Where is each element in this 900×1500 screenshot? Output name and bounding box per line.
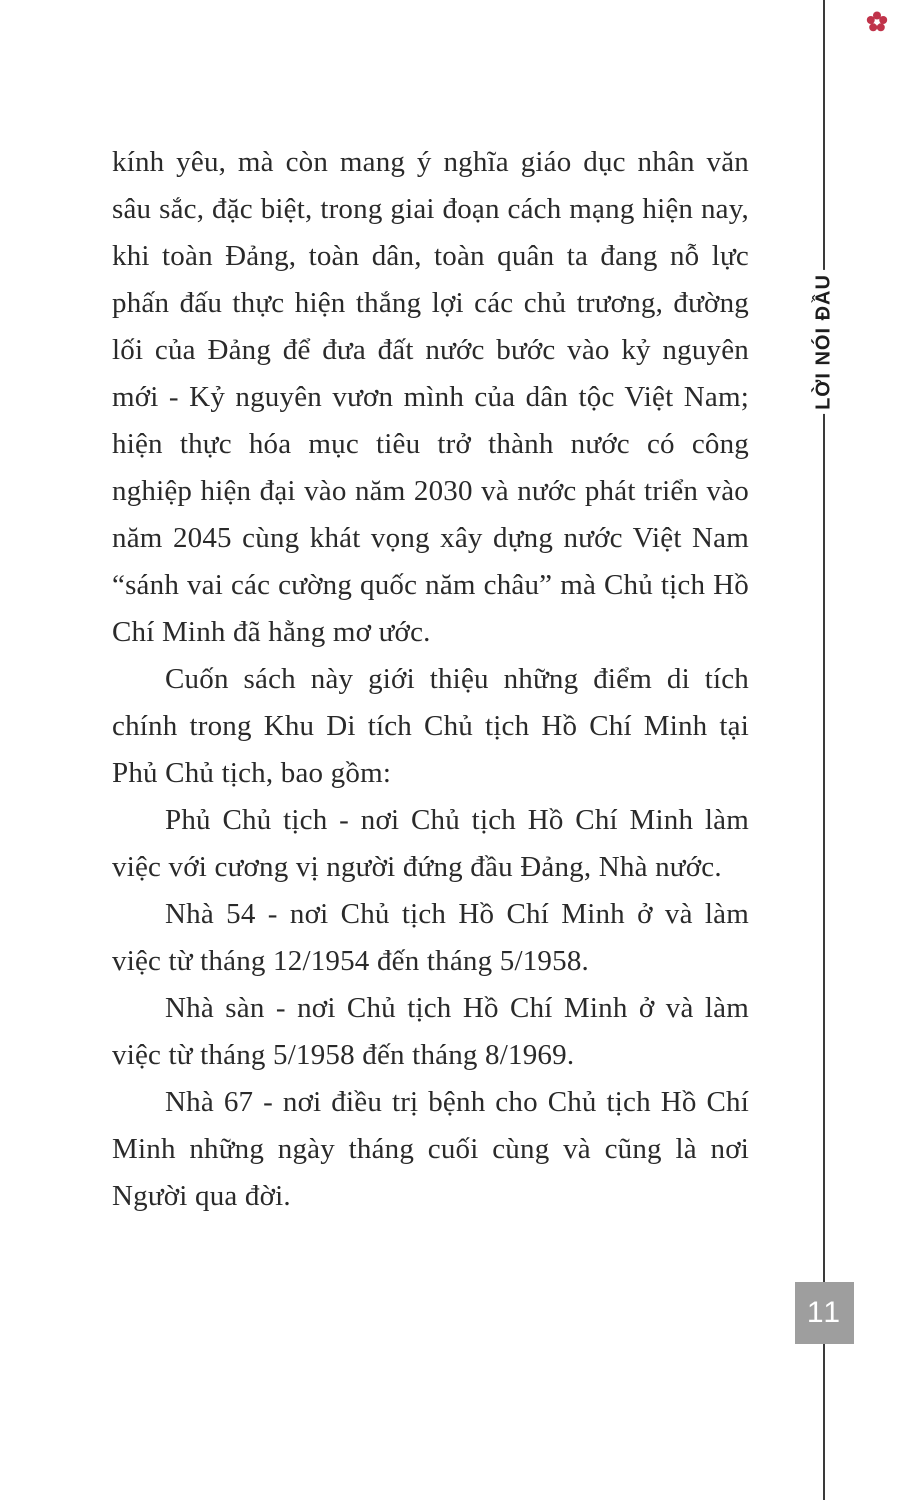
paragraph-nha-san: Nhà sàn - nơi Chủ tịch Hồ Chí Minh ở và làm việc từ tháng 5/1958 đến tháng 8/1969. <box>112 992 749 1071</box>
margin-rule-top <box>823 0 825 285</box>
paragraph-intro-continuation: kính yêu, mà còn mang ý nghĩa giáo dục nhân văn sâu sắc, đặc biệt, trong giai đoạn cách mạng hiện nay, khi toàn Đảng, toàn dân, toàn quân ta đang nỗ lực phấn đấu thực hiện thắng lợi các chủ trương, đường lối của Đảng để đưa đất nước bước vào kỷ nguyên mới - Kỷ nguyên vươn mình của dân tộc Việt Nam; hiện thực hóa mục tiêu trở thành nước có công nghiệp hiện đại vào năm 2030 và nước phát triển vào năm 2045 cùng khát vọng xây dựng nước Việt Nam “sánh vai các cường quốc năm châu” mà Chủ tịch Hồ Chí Minh đã hằng mơ ước. <box>112 146 749 648</box>
body-text <box>112 139 749 1220</box>
paragraph-nha-54: Nhà 54 - nơi Chủ tịch Hồ Chí Minh ở và làm việc từ tháng 12/1954 đến tháng 5/1958. <box>112 898 749 977</box>
paragraph-book-overview: Cuốn sách này giới thiệu những điểm di tích chính trong Khu Di tích Chủ tịch Hồ Chí Minh tại Phủ Chủ tịch, bao gồm: <box>112 663 749 789</box>
flower-icon <box>864 9 890 35</box>
paragraph-nha-67: Nhà 67 - nơi điều trị bệnh cho Chủ tịch Hồ Chí Minh những ngày tháng cuối cùng và cũng là nơi Người qua đời. <box>112 1086 749 1212</box>
paragraph-phu-chu-tich: Phủ Chủ tịch - nơi Chủ tịch Hồ Chí Minh làm việc với cương vị người đứng đầu Đảng, Nhà nước. <box>112 804 749 883</box>
page-number: 11 <box>795 1282 854 1344</box>
section-label: LỜI NÓI ĐẦU <box>813 270 836 414</box>
